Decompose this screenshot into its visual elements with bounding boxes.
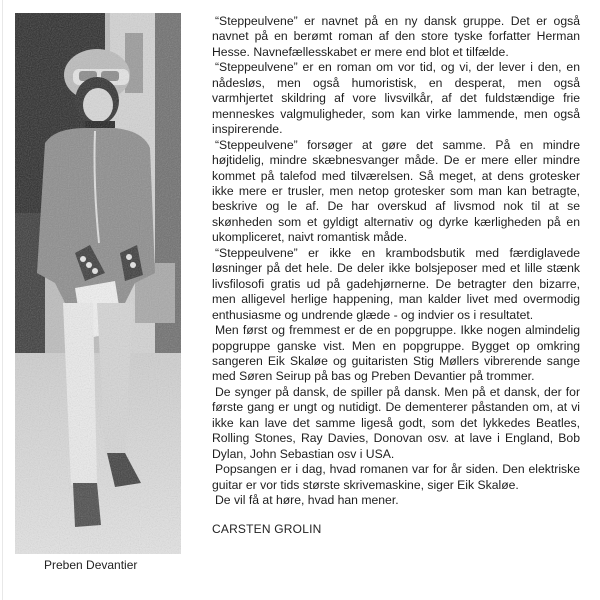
article-paragraph: Men først og fremmest er de en popgruppe. Ikke nogen almindelig popgruppe ganske vist. Men en popgruppe. Bygget op omkring sangeren Eik Skaløe og guitaristen Stig Møllers vibrerende sange med Søren Seirup på bas og Preben Devantier på trommer.: [212, 323, 580, 384]
article-paragraph: “Steppeulvene” forsøger at gøre det samme. På en mindre højtidelig, mindre skæbnesvanger måde. De er mere eller mindre kommet på talefod med tilværelsen. Så meget, at dens grotesker ikke mere er trusler, men netop grotesker som man kan betragte, beskrive og le af. De har overskud af livsmod nok til at se skønheden som et gyldigt alternativ og dyrke kærligheden på en ukompliceret, naivt romantisk måde.: [212, 137, 580, 245]
article-paragraph: “Steppeulvene” er en roman om vor tid, og vi, der lever i den, en nådesløs, men også humoristisk, en desperat, men også varmhjertet skildring af vore livsvilkår, af det fuldstændige frie menneskes valgmuligheder, som kan virke lammende, men også inspirerende.: [212, 60, 580, 137]
portrait-photo-image: [15, 13, 181, 554]
article-body: [212, 14, 580, 509]
portrait-photo: [15, 13, 181, 554]
article-paragraph: “Steppeulvene” er ikke en krambodsbutik med færdiglavede løsninger på det hele. De deler ikke bolsjeposer med et lille stænk livsfilosofi gratis ud på gadehjørnerne. De betragter den bizarre, men alligevel herlige happening, man kalder livet med overmodig enthusiasme og undrende glæde - og indvier os i resultatet.: [212, 245, 580, 322]
article-paragraph: “Steppeulvene” er navnet på en ny dansk gruppe. Det er også navnet på en berømt roman af den store tyske forfatter Herman Hesse. Navnefællesskabet er mere end blot et tilfælde.: [212, 14, 580, 59]
article-paragraph: De synger på dansk, de spiller på dansk. Men på et dansk, der for første gang er ungt og nutidigt. De dementerer påstanden om, at vi ikke kan lave det samme ligeså godt, som det lykkedes Beatles, Rolling Stones, Ray Davies, Donovan osv. at lave i England, Bob Dylan, John Sebastian osv i USA.: [212, 384, 580, 461]
author-signature: CARSTEN GROLIN: [212, 522, 322, 536]
article-paragraph: Popsangen er i dag, hvad romanen var for år siden. Den elektriske guitar er vor tids største skrivemaskine, siger Eik Skaløe.: [212, 462, 580, 492]
article-paragraph: De vil få at høre, hvad han mener.: [215, 493, 399, 508]
page-edge: [2, 0, 3, 600]
photo-caption: Preben Devantier: [44, 558, 138, 572]
